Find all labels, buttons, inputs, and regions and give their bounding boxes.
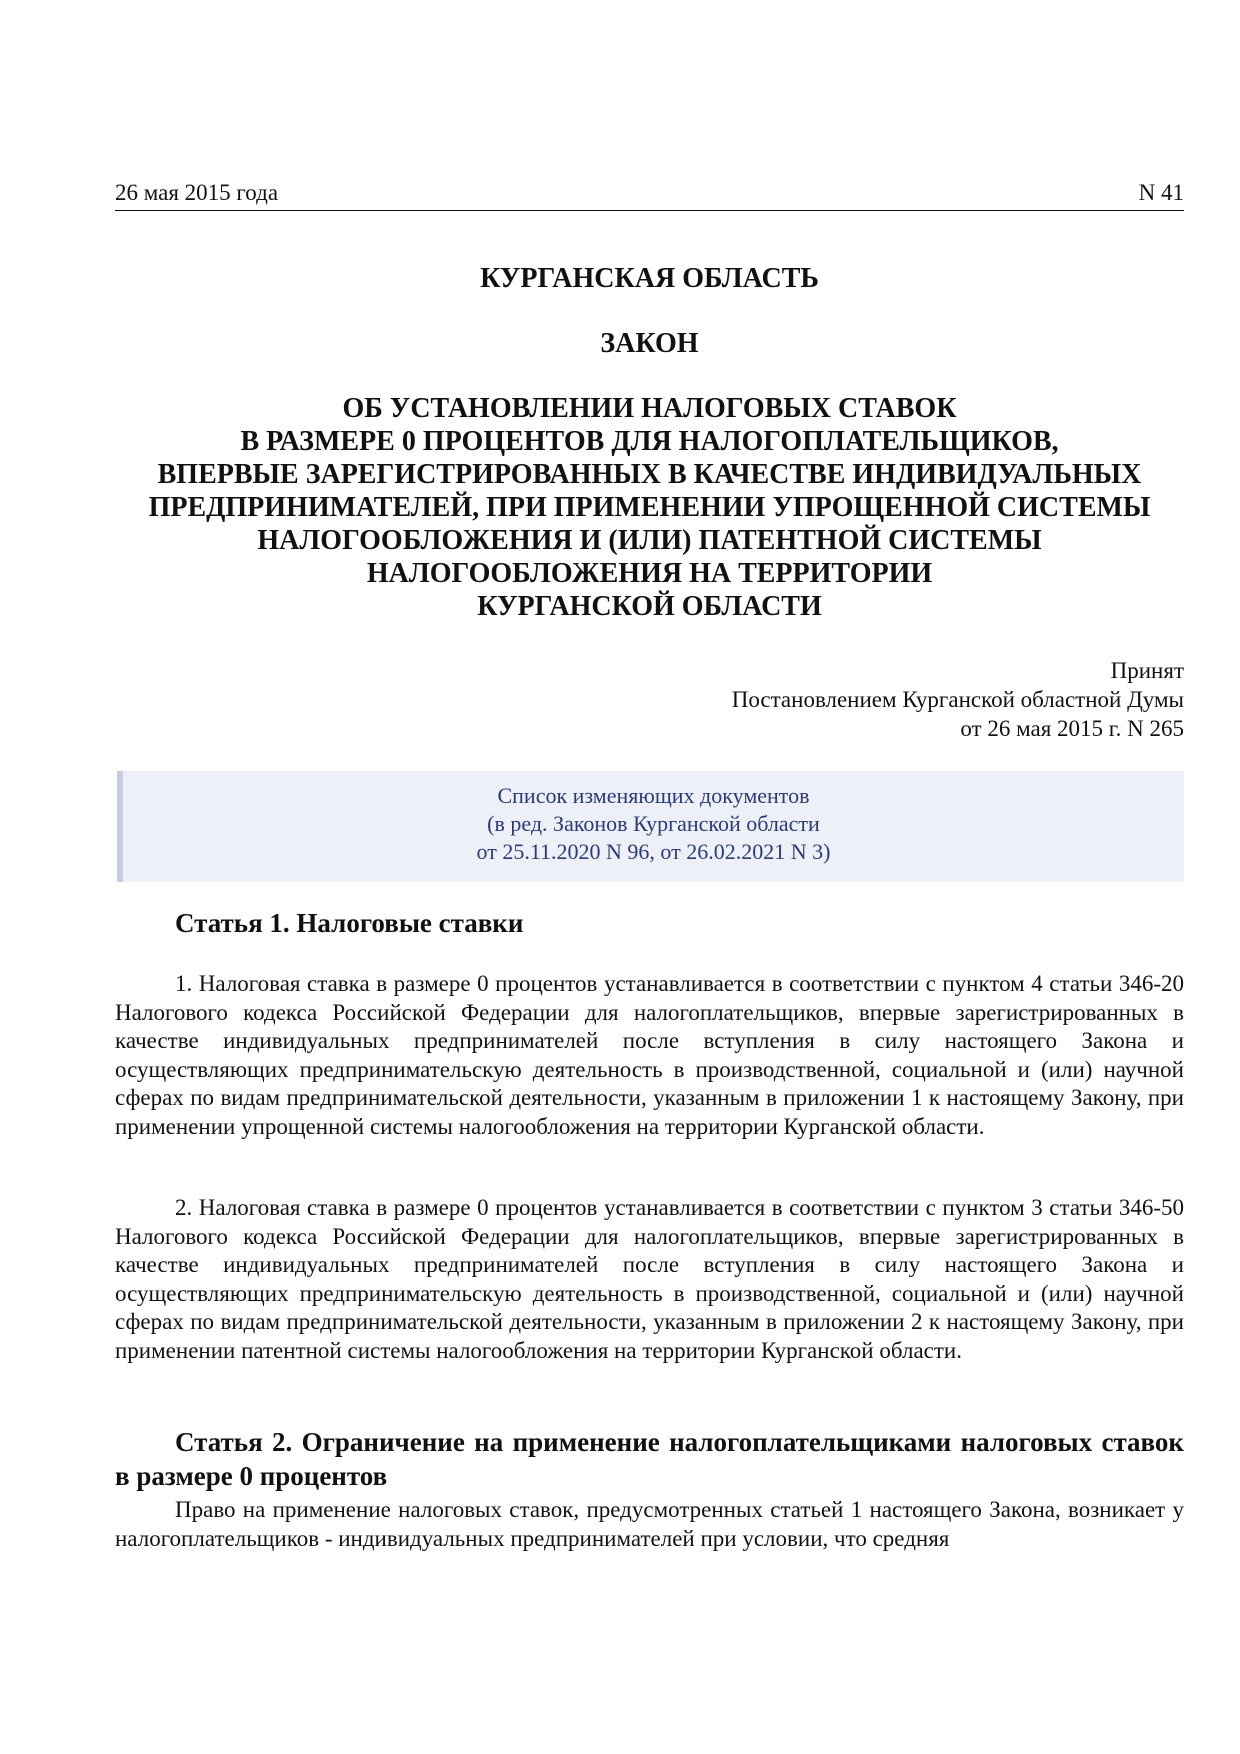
law-title bbox=[115, 392, 1184, 623]
amendments-box bbox=[117, 771, 1184, 882]
document-date: 26 мая 2015 года bbox=[115, 180, 279, 205]
law-title-line: ПРЕДПРИНИМАТЕЛЕЙ, ПРИ ПРИМЕНЕНИИ УПРОЩЕННОЙ СИСТЕМЫ bbox=[148, 492, 1151, 523]
document-type: ЗАКОН bbox=[600, 328, 699, 359]
law-title-line: НАЛОГООБЛОЖЕНИЯ НА ТЕРРИТОРИИ bbox=[366, 558, 933, 589]
adoption-line: Принят bbox=[1110, 658, 1184, 683]
article-2-heading: Статья 2. Ограничение на применение налогоплательщиками налоговых ставок в размере 0 процентов bbox=[115, 1427, 1184, 1491]
article-1-heading: Статья 1. Налоговые ставки bbox=[175, 908, 524, 938]
article-2-paragraph-1: Право на применение налоговых ставок, предусмотренных статьей 1 настоящего Закона, возникает у налогоплательщиков - индивидуальных предпринимателей при условии, что средняя bbox=[115, 1497, 1184, 1551]
document-header bbox=[115, 176, 1184, 211]
law-title-line: НАЛОГООБЛОЖЕНИЯ И (ИЛИ) ПАТЕНТНОЙ СИСТЕМЫ bbox=[257, 525, 1042, 556]
region-title: КУРГАНСКАЯ ОБЛАСТЬ bbox=[480, 263, 819, 294]
law-title-line: ВПЕРВЫЕ ЗАРЕГИСТРИРОВАННЫХ В КАЧЕСТВЕ ИНДИВИДУАЛЬНЫХ bbox=[157, 459, 1142, 490]
adoption-line: от 26 мая 2015 г. N 265 bbox=[960, 716, 1184, 741]
adoption-note bbox=[732, 656, 1184, 743]
amendments-line: (в ред. Законов Курганской области bbox=[487, 811, 820, 836]
law-title-line: В РАЗМЕРЕ 0 ПРОЦЕНТОВ ДЛЯ НАЛОГОПЛАТЕЛЬЩИКОВ, bbox=[240, 426, 1059, 457]
amendments-line: от 25.11.2020 N 96, от 26.02.2021 N 3) bbox=[476, 839, 831, 864]
article-1-paragraph-2: 2. Налоговая ставка в размере 0 процентов устанавливается в соответствии с пунктом 3 статьи 346-50 Налогового кодекса Российской Федерации для налогоплательщиков, впервые зарегистрированных в качестве индивидуальных предпринимателей после вступления в силу настоящего Закона и осуществляющих предпринимательскую деятельность в производственной, социальной и (или) научной сферах по видам предпринимательской деятельности, указанным в приложении 2 к настоящему Закону, при применении патентной системы налогообложения на территории Курганской области. bbox=[115, 1195, 1184, 1363]
article-1-paragraph-1: 1. Налоговая ставка в размере 0 процентов устанавливается в соответствии с пунктом 4 статьи 346-20 Налогового кодекса Российской Федерации для налогоплательщиков, впервые зарегистрированных в качестве индивидуальных предпринимателей после вступления в силу настоящего Закона и осуществляющих предпринимательскую деятельность в производственной, социальной и (или) научной сферах по видам предпринимательской деятельности, указанным в приложении 1 к настоящему Закону, при применении упрощенной системы налогообложения на территории Курганской области. bbox=[115, 971, 1184, 1139]
amendments-line: Список изменяющих документов bbox=[497, 783, 810, 808]
adoption-line: Постановлением Курганской областной Думы bbox=[731, 687, 1184, 712]
document-number: N 41 bbox=[1138, 180, 1184, 205]
law-title-line: ОБ УСТАНОВЛЕНИИ НАЛОГОВЫХ СТАВОК bbox=[342, 393, 957, 424]
law-title-line: КУРГАНСКОЙ ОБЛАСТИ bbox=[477, 591, 822, 622]
